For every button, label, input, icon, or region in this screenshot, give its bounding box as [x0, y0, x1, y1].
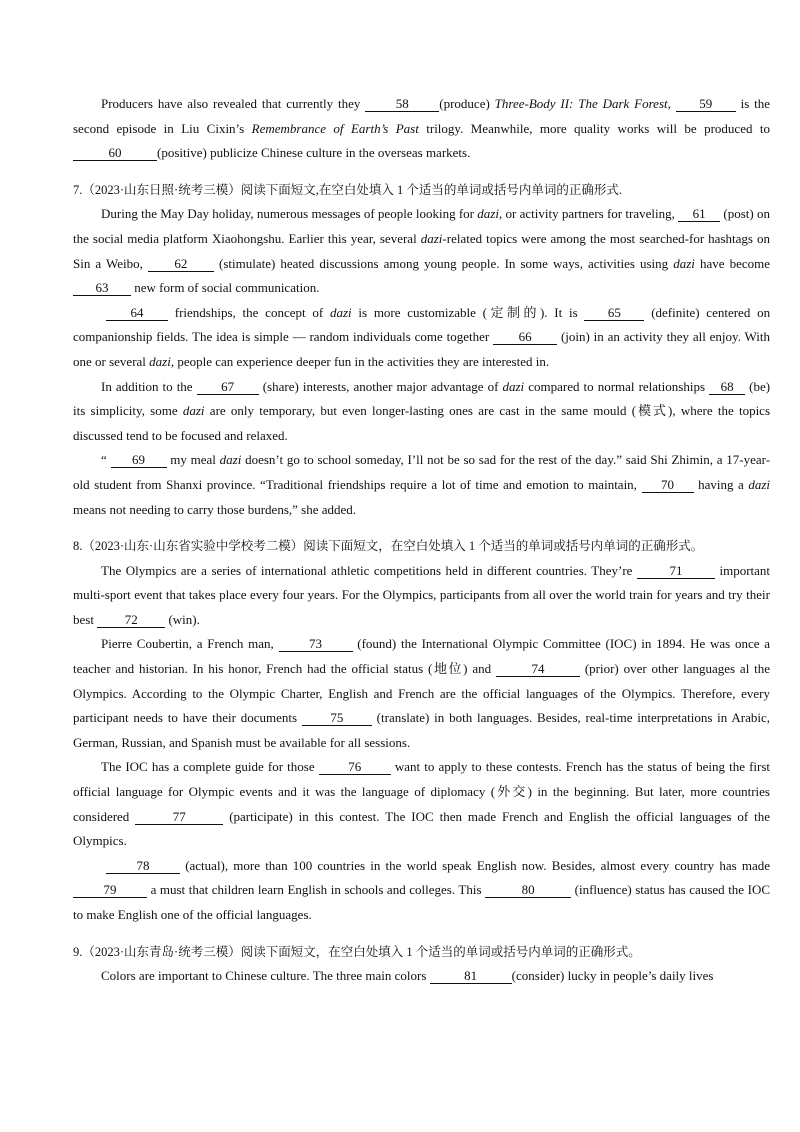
blank-65[interactable]: 65 — [584, 305, 644, 321]
question-8-heading: 8.（2023·山东·山东省实验中学校考二模）阅读下面短文，在空白处填入 1 个适当的单词或括号内单词的正确形式。 — [73, 539, 704, 554]
blank-81[interactable]: 81 — [430, 968, 512, 984]
blank-75[interactable]: 75 — [302, 710, 372, 726]
blank-62[interactable]: 62 — [148, 256, 214, 272]
blank-73[interactable]: 73 — [279, 636, 353, 652]
q8-paragraph-1: The Olympics are a series of international athletic competitions held in different countries. They’re 71 important multi-sport event that takes place every four years. For the Olympics, participants from all over the world train for years and try their best 72 (win). — [73, 562, 771, 627]
passage-6-tail: Producers have also revealed that currently they 58 (produce) Three-Body II: The Dark Forest, 59 is the second episode in Liu Cixin’s Remembrance of Earth’s Past trilogy. Meanwhile, more quality works will be produced to 60 (positive) publicize Chinese culture in the overseas markets. — [73, 96, 770, 161]
blank-66[interactable]: 66 — [493, 329, 557, 345]
blank-78[interactable]: 78 — [106, 858, 180, 874]
q7-paragraph-1: During the May Day holiday, numerous messages of people looking for dazi, or activity partners for traveling, 61 (post) on the social media platform Xiaohongshu. Earlier this year, several dazi-related topics were among the most searched-for hashtags on Sin a Weibo, 62 (stimulate) heated discussions among young people. In some ways, activities using dazi have become 63 new form of social communication. — [73, 206, 771, 296]
blank-74[interactable]: 74 — [496, 661, 580, 677]
blank-61[interactable]: 61 — [678, 206, 720, 222]
q8-paragraph-4: 78 (actual), more than 100 countries in the world speak English now. Besides, almost every country has made 79 a must that children learn English in schools and colleges. This 80 (influence) status has caused the IOC to make English one of the official languages. — [73, 857, 771, 922]
blank-58[interactable]: 58 — [365, 96, 439, 112]
q7-paragraph-2: 64 friendships, the concept of dazi is more customizable (定制的). It is 65 (definite) centered on companionship fields. The idea is simple — random individuals come together 66 (join) in an activity they all enjoy. With one or several dazi, people can experience deeper fun in the activities they are interested in. — [73, 304, 771, 369]
q8-paragraph-2: Pierre Coubertin, a French man, 73 (found) the International Olympic Committee (IOC) in 1894. He was once a teacher and historian. In his honor, French had the official status (地位) and 74 (prior) over other languages al the Olympics. According to the Olympic Charter, English and French are the official languages of the Olympics. Therefore, every participant needs to have their documents 75 (translate) in both languages. Besides, real-time interpretations in Arabic, German, Russian, and Spanish must be available for all sessions. — [73, 636, 771, 750]
blank-68[interactable]: 68 — [709, 379, 745, 395]
q7-paragraph-3: In addition to the 67 (share) interests, another major advantage of dazi compared to normal relationships 68 (be) its simplicity, some dazi are only temporary, but even longer-lasting ones are cast in the same mould (模式), where the topics discussed tend to be focused and relaxed. — [73, 378, 771, 443]
question-9-heading: 9.（2023·山东青岛·统考三模）阅读下面短文，在空白处填入 1 个适当的单词或括号内单词的正确形式。 — [73, 944, 641, 959]
blank-69[interactable]: 69 — [111, 452, 167, 468]
q8-paragraph-3: The IOC has a complete guide for those 76 want to apply to these contests. French has the status of being the first official language for Olympic events and it was the language of diplomacy (外交) in the beginning. But later, more countries considered 77 (participate) in this contest. The IOC then made French and English the official languages of the Olympics. — [73, 759, 771, 849]
blank-79[interactable]: 79 — [73, 882, 147, 898]
q7-paragraph-4: “ 69 my meal dazi doesn’t go to school someday, I’ll not be so sad for the rest of the day.” said Shi Zhimin, a 17-year-old student from Shanxi province. “Traditional friendships require a lot of time and emotion to maintain, 70 having a dazi means not needing to carry those burdens,” she added. — [73, 452, 771, 517]
question-7-heading: 7.（2023·山东日照·统考三模）阅读下面短文,在空白处填入 1 个适当的单词或括号内单词的正确形式. — [73, 182, 622, 197]
blank-64[interactable]: 64 — [106, 305, 168, 321]
blank-71[interactable]: 71 — [637, 563, 715, 579]
blank-60[interactable]: 60 — [73, 145, 157, 161]
blank-67[interactable]: 67 — [197, 379, 259, 395]
blank-80[interactable]: 80 — [485, 882, 571, 898]
document-page — [73, 92, 770, 989]
blank-59[interactable]: 59 — [676, 96, 736, 112]
blank-77[interactable]: 77 — [135, 809, 223, 825]
q9-paragraph-1: Colors are important to Chinese culture. The three main colors 81 (consider) lucky in people’s daily lives — [101, 968, 714, 984]
blank-72[interactable]: 72 — [97, 612, 165, 628]
blank-76[interactable]: 76 — [319, 759, 391, 775]
blank-63[interactable]: 63 — [73, 280, 131, 296]
blank-70[interactable]: 70 — [642, 477, 694, 493]
